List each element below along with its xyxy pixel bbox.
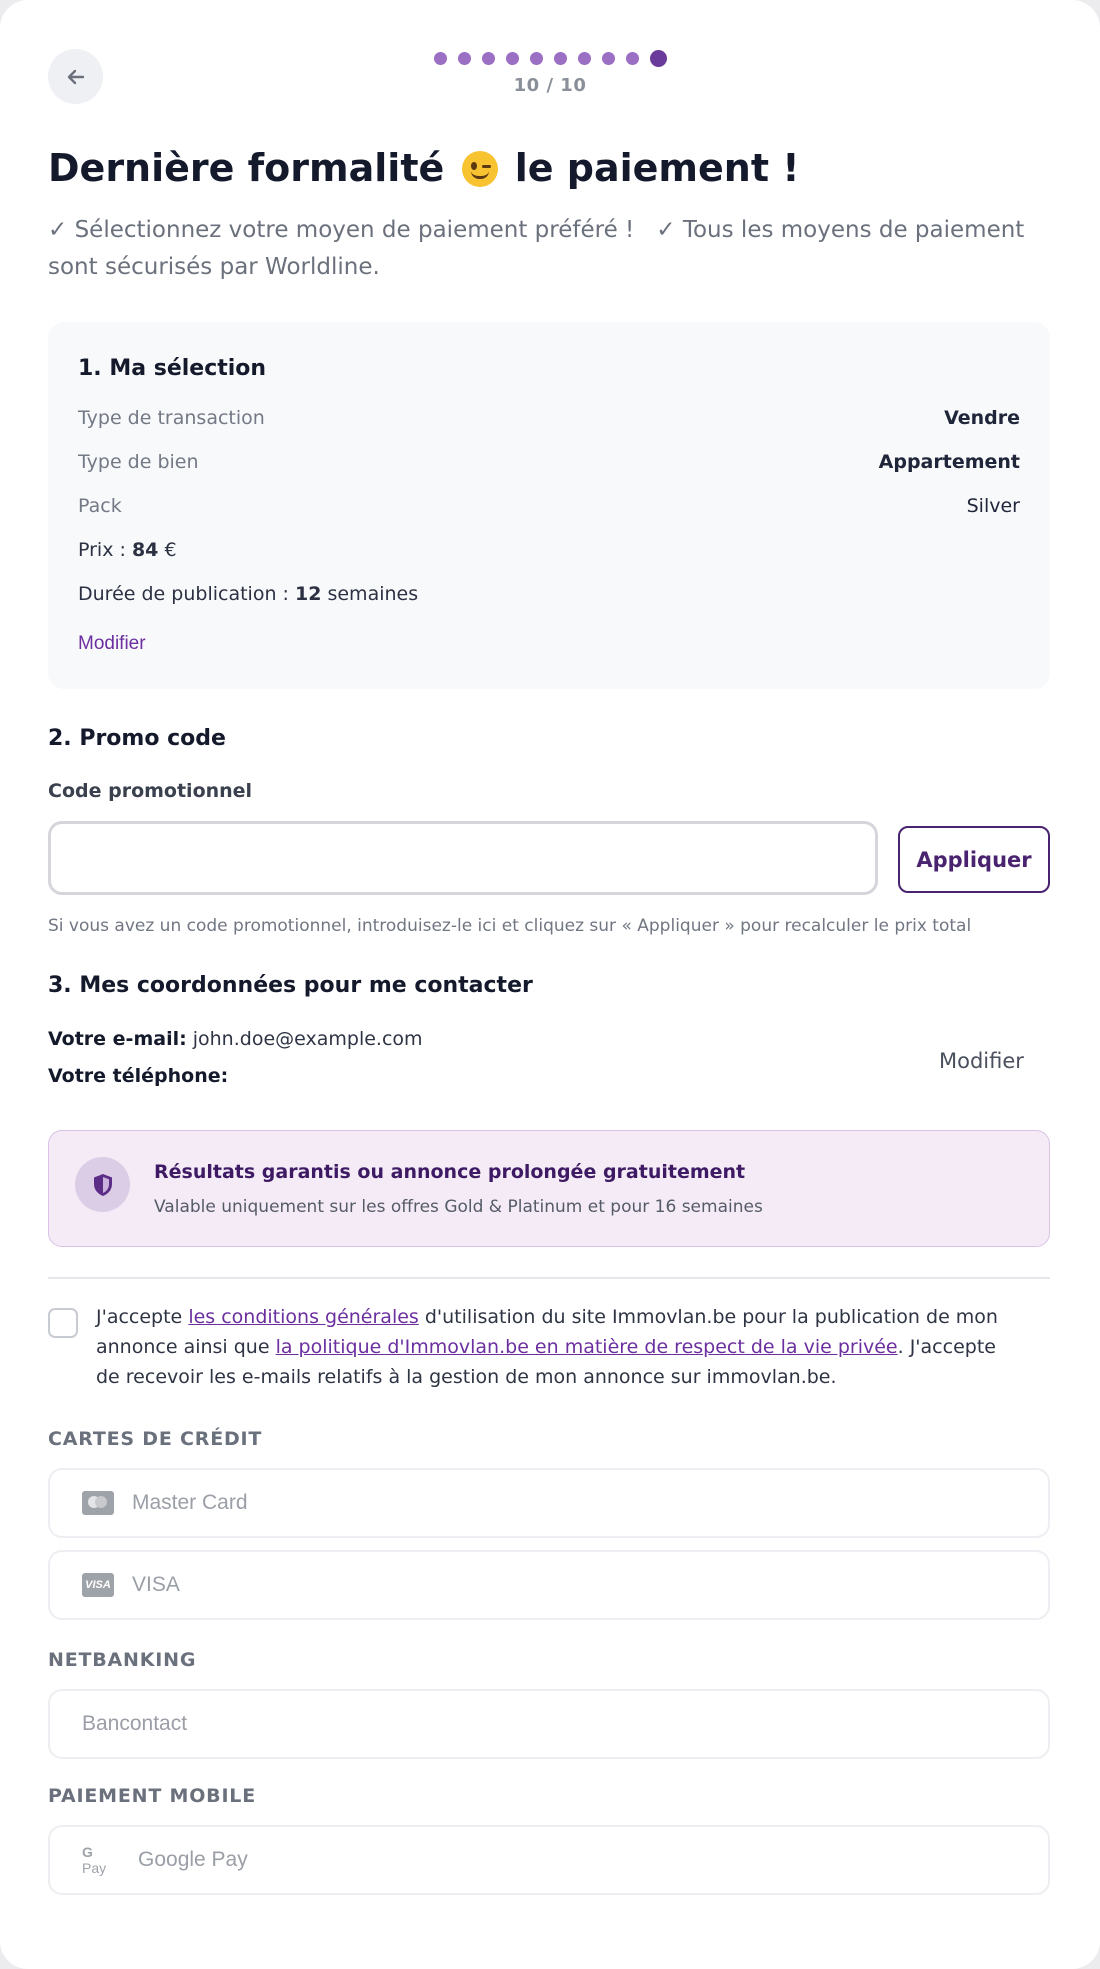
step-dot [578, 52, 591, 65]
shield-icon-badge [75, 1157, 130, 1212]
payment-option-google-pay[interactable] [48, 1825, 1050, 1895]
price-value: 84 [131, 539, 159, 561]
page-title [48, 146, 800, 190]
summary-key: Type de transaction [78, 407, 265, 429]
duration-unit: semaines [327, 583, 419, 605]
step-dot [458, 52, 471, 65]
step-progress [0, 50, 1100, 67]
guarantee-banner [48, 1130, 1050, 1247]
summary-key: Type de bien [78, 451, 199, 473]
summary-key: Pack [78, 495, 122, 517]
terms-text-2: d'utilisation du site Immovlan.be pour la publication de mon annonce ainsi que [96, 1306, 998, 1358]
terms-checkbox[interactable] [48, 1308, 78, 1338]
duration-label: Durée de publication : [78, 583, 289, 605]
email-value: john.doe@example.com [192, 1028, 423, 1050]
terms-conditions-link[interactable]: les conditions générales [188, 1306, 419, 1328]
promo-section-title: 2. Promo code [48, 726, 226, 751]
price-label: Prix : [78, 539, 126, 561]
email-label: Votre e-mail: [48, 1028, 187, 1050]
contact-section-title: 3. Mes coordonnées pour me contacter [48, 973, 533, 998]
mastercard-icon [82, 1491, 114, 1515]
page-subtitle [48, 212, 1048, 286]
step-dot [554, 52, 567, 65]
summary-row-property-type [78, 451, 1020, 473]
credit-cards-label: CARTES DE CRÉDIT [48, 1428, 263, 1450]
payment-option-label: Bancontact [82, 1712, 188, 1735]
selection-title: 1. Ma sélection [78, 356, 267, 381]
selection-summary [48, 322, 1050, 689]
summary-value: Appartement [878, 451, 1020, 473]
payment-option-label: Google Pay [138, 1848, 248, 1871]
title-text-start: Dernière formalité [48, 146, 445, 190]
promo-hint: Si vous avez un code promotionnel, introduisez-le ici et cliquez sur « Appliquer » pour recalculer le prix total [48, 916, 972, 936]
step-dot [530, 52, 543, 65]
step-dot [602, 52, 615, 65]
terms-text-3: . J'accepte de recevoir les e-mails relatifs à la gestion de mon annonce sur immovlan.be. [96, 1336, 996, 1388]
contact-phone [48, 1065, 228, 1087]
modify-selection-link[interactable]: Modifier [78, 633, 146, 654]
promo-code-input[interactable] [48, 821, 878, 895]
payment-option-bancontact[interactable] [48, 1689, 1050, 1759]
gpay-badge-pay: Pay [82, 1860, 107, 1876]
step-dot [482, 52, 495, 65]
contact-email [48, 1028, 423, 1050]
payment-option-label: Master Card [132, 1491, 248, 1514]
netbanking-label: NETBANKING [48, 1649, 197, 1671]
step-dot [626, 52, 639, 65]
summary-row-pack [78, 495, 1020, 517]
step-dot [506, 52, 519, 65]
phone-label: Votre téléphone: [48, 1065, 229, 1087]
winking-face-emoji-icon [462, 151, 498, 187]
price-currency: € [164, 539, 177, 561]
terms-text [96, 1302, 1016, 1392]
duration-value: 12 [294, 583, 322, 605]
step-dot [434, 52, 447, 65]
gpay-badge-g: G [82, 1844, 93, 1860]
shield-icon [92, 1173, 114, 1197]
summary-row-transaction [78, 407, 1020, 429]
payment-option-mastercard[interactable] [48, 1468, 1050, 1538]
guarantee-subtitle: Valable uniquement sur les offres Gold & Platinum et pour 16 semaines [154, 1197, 763, 1217]
summary-value: Vendre [944, 407, 1020, 429]
summary-value: Silver [966, 495, 1020, 517]
apply-promo-button[interactable]: Appliquer [898, 826, 1050, 893]
price-line [78, 539, 177, 561]
google-pay-icon [82, 1844, 120, 1876]
subtitle-part-2: ✓ Tous les moyens de paiement sont sécurisés par Worldline. [48, 217, 1025, 280]
guarantee-title: Résultats garantis ou annonce prolongée gratuitement [154, 1161, 746, 1183]
payment-option-visa[interactable] [48, 1550, 1050, 1620]
promo-field-label: Code promotionnel [48, 780, 253, 802]
mobile-payment-label: PAIEMENT MOBILE [48, 1785, 256, 1807]
step-dot-current [650, 50, 667, 67]
modify-contact-button[interactable]: Modifier [939, 1049, 1024, 1073]
visa-icon: VISA [82, 1573, 114, 1597]
privacy-policy-link[interactable]: la politique d'Immovlan.be en matière de respect de la vie privée [275, 1336, 898, 1358]
subtitle-part-1: ✓ Sélectionnez votre moyen de paiement préféré ! [48, 217, 635, 243]
title-text-end: le paiement ! [514, 146, 800, 190]
duration-line [78, 583, 418, 605]
step-count: 10 / 10 [513, 75, 587, 96]
payment-option-label: VISA [132, 1573, 180, 1596]
divider [48, 1277, 1050, 1279]
terms-text-1: J'accepte [96, 1306, 183, 1328]
